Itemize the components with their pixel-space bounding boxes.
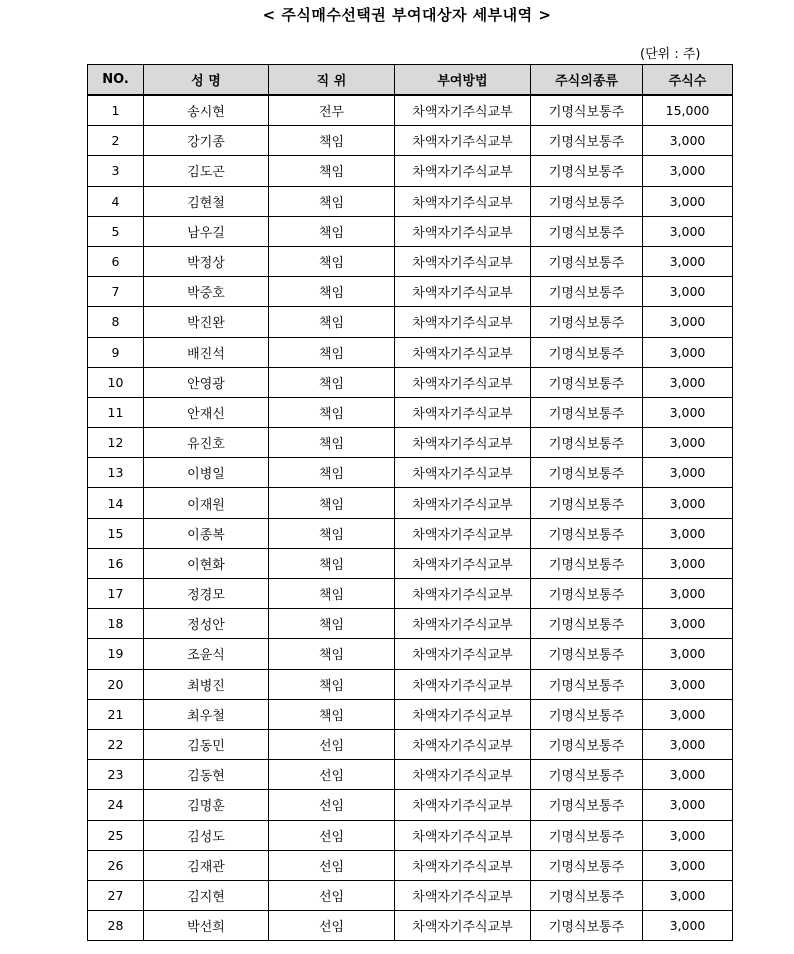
cell-position: 책임 xyxy=(269,458,395,488)
cell-no: 1 xyxy=(88,95,144,126)
cell-grant-method: 차액자기주식교부 xyxy=(395,458,531,488)
cell-share-count: 3,000 xyxy=(643,488,733,518)
cell-share-count: 3,000 xyxy=(643,760,733,790)
cell-name: 강기종 xyxy=(144,126,269,156)
cell-name: 조윤식 xyxy=(144,639,269,669)
cell-grant-method: 차액자기주식교부 xyxy=(395,246,531,276)
table-row xyxy=(88,458,733,488)
page-title: < 주식매수선택권 부여대상자 세부내역 > xyxy=(262,6,552,24)
cell-no: 9 xyxy=(88,337,144,367)
cell-name: 이현화 xyxy=(144,548,269,578)
cell-name: 안영광 xyxy=(144,367,269,397)
table-header xyxy=(88,65,733,96)
cell-position: 책임 xyxy=(269,367,395,397)
cell-share-type: 기명식보통주 xyxy=(531,337,643,367)
cell-name: 김재관 xyxy=(144,850,269,880)
cell-position: 전무 xyxy=(269,95,395,126)
table-row xyxy=(88,609,733,639)
cell-share-type: 기명식보통주 xyxy=(531,760,643,790)
header-position: 직 위 xyxy=(269,65,395,96)
cell-share-count: 3,000 xyxy=(643,850,733,880)
cell-position: 선임 xyxy=(269,820,395,850)
cell-share-count: 3,000 xyxy=(643,639,733,669)
header-name: 성 명 xyxy=(144,65,269,96)
cell-name: 최우철 xyxy=(144,699,269,729)
table-row xyxy=(88,639,733,669)
cell-no: 2 xyxy=(88,126,144,156)
cell-name: 김성도 xyxy=(144,820,269,850)
cell-position: 책임 xyxy=(269,246,395,276)
cell-name: 김동현 xyxy=(144,760,269,790)
cell-grant-method: 차액자기주식교부 xyxy=(395,488,531,518)
cell-share-type: 기명식보통주 xyxy=(531,397,643,427)
cell-share-type: 기명식보통주 xyxy=(531,880,643,910)
cell-no: 19 xyxy=(88,639,144,669)
cell-share-count: 3,000 xyxy=(643,669,733,699)
cell-share-count: 3,000 xyxy=(643,216,733,246)
cell-share-count: 3,000 xyxy=(643,820,733,850)
table-row xyxy=(88,126,733,156)
cell-grant-method: 차액자기주식교부 xyxy=(395,729,531,759)
cell-grant-method: 차액자기주식교부 xyxy=(395,216,531,246)
table-row xyxy=(88,95,733,126)
cell-position: 책임 xyxy=(269,639,395,669)
cell-name: 박중호 xyxy=(144,277,269,307)
cell-share-count: 3,000 xyxy=(643,367,733,397)
cell-position: 책임 xyxy=(269,488,395,518)
table-row xyxy=(88,307,733,337)
cell-share-type: 기명식보통주 xyxy=(531,699,643,729)
cell-name: 이종복 xyxy=(144,518,269,548)
table-row xyxy=(88,820,733,850)
cell-share-count: 3,000 xyxy=(643,126,733,156)
cell-no: 25 xyxy=(88,820,144,850)
cell-share-count: 3,000 xyxy=(643,307,733,337)
cell-grant-method: 차액자기주식교부 xyxy=(395,156,531,186)
cell-grant-method: 차액자기주식교부 xyxy=(395,95,531,126)
cell-share-count: 3,000 xyxy=(643,156,733,186)
cell-grant-method: 차액자기주식교부 xyxy=(395,579,531,609)
table-row xyxy=(88,156,733,186)
cell-grant-method: 차액자기주식교부 xyxy=(395,790,531,820)
cell-grant-method: 차액자기주식교부 xyxy=(395,428,531,458)
cell-no: 27 xyxy=(88,880,144,910)
cell-position: 책임 xyxy=(269,699,395,729)
cell-share-type: 기명식보통주 xyxy=(531,729,643,759)
cell-grant-method: 차액자기주식교부 xyxy=(395,609,531,639)
table-row xyxy=(88,277,733,307)
cell-name: 정경모 xyxy=(144,579,269,609)
cell-grant-method: 차액자기주식교부 xyxy=(395,880,531,910)
cell-name: 김도곤 xyxy=(144,156,269,186)
cell-no: 21 xyxy=(88,699,144,729)
table-row xyxy=(88,216,733,246)
cell-share-count: 3,000 xyxy=(643,337,733,367)
cell-share-type: 기명식보통주 xyxy=(531,186,643,216)
cell-no: 15 xyxy=(88,518,144,548)
cell-no: 10 xyxy=(88,367,144,397)
cell-name: 김현철 xyxy=(144,186,269,216)
cell-position: 책임 xyxy=(269,579,395,609)
cell-share-type: 기명식보통주 xyxy=(531,156,643,186)
table-row xyxy=(88,397,733,427)
cell-name: 박선희 xyxy=(144,911,269,941)
table-row xyxy=(88,367,733,397)
cell-grant-method: 차액자기주식교부 xyxy=(395,669,531,699)
cell-share-count: 3,000 xyxy=(643,609,733,639)
cell-share-count: 3,000 xyxy=(643,699,733,729)
cell-no: 24 xyxy=(88,790,144,820)
table-row xyxy=(88,488,733,518)
cell-share-type: 기명식보통주 xyxy=(531,669,643,699)
cell-position: 선임 xyxy=(269,880,395,910)
cell-no: 26 xyxy=(88,850,144,880)
cell-share-type: 기명식보통주 xyxy=(531,488,643,518)
cell-no: 11 xyxy=(88,397,144,427)
cell-position: 책임 xyxy=(269,216,395,246)
cell-position: 책임 xyxy=(269,518,395,548)
cell-grant-method: 차액자기주식교부 xyxy=(395,548,531,578)
cell-share-type: 기명식보통주 xyxy=(531,639,643,669)
cell-share-type: 기명식보통주 xyxy=(531,790,643,820)
table-row xyxy=(88,911,733,941)
cell-share-type: 기명식보통주 xyxy=(531,126,643,156)
cell-name: 박진완 xyxy=(144,307,269,337)
cell-share-count: 3,000 xyxy=(643,548,733,578)
cell-name: 최병진 xyxy=(144,669,269,699)
cell-no: 28 xyxy=(88,911,144,941)
cell-position: 책임 xyxy=(269,548,395,578)
cell-no: 23 xyxy=(88,760,144,790)
table-row xyxy=(88,790,733,820)
cell-grant-method: 차액자기주식교부 xyxy=(395,820,531,850)
cell-grant-method: 차액자기주식교부 xyxy=(395,277,531,307)
cell-share-type: 기명식보통주 xyxy=(531,609,643,639)
cell-no: 4 xyxy=(88,186,144,216)
cell-grant-method: 차액자기주식교부 xyxy=(395,911,531,941)
cell-share-count: 3,000 xyxy=(643,397,733,427)
cell-position: 선임 xyxy=(269,790,395,820)
cell-position: 책임 xyxy=(269,337,395,367)
cell-share-type: 기명식보통주 xyxy=(531,428,643,458)
cell-position: 책임 xyxy=(269,277,395,307)
cell-share-type: 기명식보통주 xyxy=(531,850,643,880)
cell-share-count: 3,000 xyxy=(643,277,733,307)
cell-grant-method: 차액자기주식교부 xyxy=(395,186,531,216)
cell-share-count: 3,000 xyxy=(643,729,733,759)
cell-position: 책임 xyxy=(269,609,395,639)
cell-share-count: 3,000 xyxy=(643,458,733,488)
cell-grant-method: 차액자기주식교부 xyxy=(395,397,531,427)
table-row xyxy=(88,548,733,578)
cell-share-type: 기명식보통주 xyxy=(531,548,643,578)
table-row xyxy=(88,669,733,699)
cell-share-count: 3,000 xyxy=(643,518,733,548)
cell-grant-method: 차액자기주식교부 xyxy=(395,367,531,397)
table-row xyxy=(88,699,733,729)
cell-name: 박정상 xyxy=(144,246,269,276)
cell-position: 책임 xyxy=(269,307,395,337)
header-share-count: 주식수 xyxy=(643,65,733,96)
cell-no: 18 xyxy=(88,609,144,639)
table-row xyxy=(88,880,733,910)
cell-position: 선임 xyxy=(269,729,395,759)
cell-share-count: 3,000 xyxy=(643,579,733,609)
cell-name: 김명훈 xyxy=(144,790,269,820)
table-row xyxy=(88,729,733,759)
cell-name: 김지현 xyxy=(144,880,269,910)
cell-grant-method: 차액자기주식교부 xyxy=(395,307,531,337)
header-share-type: 주식의종류 xyxy=(531,65,643,96)
cell-position: 책임 xyxy=(269,126,395,156)
cell-share-count: 3,000 xyxy=(643,790,733,820)
cell-position: 선임 xyxy=(269,911,395,941)
table-row xyxy=(88,246,733,276)
cell-share-count: 15,000 xyxy=(643,95,733,126)
cell-share-type: 기명식보통주 xyxy=(531,367,643,397)
cell-grant-method: 차액자기주식교부 xyxy=(395,850,531,880)
cell-share-type: 기명식보통주 xyxy=(531,246,643,276)
cell-position: 책임 xyxy=(269,428,395,458)
cell-share-type: 기명식보통주 xyxy=(531,277,643,307)
table-row xyxy=(88,760,733,790)
table-row xyxy=(88,850,733,880)
table-row xyxy=(88,518,733,548)
cell-grant-method: 차액자기주식교부 xyxy=(395,126,531,156)
cell-name: 남우길 xyxy=(144,216,269,246)
cell-no: 17 xyxy=(88,579,144,609)
cell-name: 이병일 xyxy=(144,458,269,488)
cell-name: 안재신 xyxy=(144,397,269,427)
cell-share-count: 3,000 xyxy=(643,428,733,458)
header-grant-method: 부여방법 xyxy=(395,65,531,96)
cell-grant-method: 차액자기주식교부 xyxy=(395,760,531,790)
cell-position: 선임 xyxy=(269,850,395,880)
cell-share-type: 기명식보통주 xyxy=(531,307,643,337)
cell-share-type: 기명식보통주 xyxy=(531,216,643,246)
cell-share-count: 3,000 xyxy=(643,911,733,941)
cell-share-type: 기명식보통주 xyxy=(531,911,643,941)
cell-name: 송시현 xyxy=(144,95,269,126)
header-row xyxy=(88,65,733,96)
cell-no: 16 xyxy=(88,548,144,578)
cell-name: 김동민 xyxy=(144,729,269,759)
cell-share-type: 기명식보통주 xyxy=(531,820,643,850)
header-no: NO. xyxy=(88,65,144,96)
cell-name: 정성안 xyxy=(144,609,269,639)
cell-share-count: 3,000 xyxy=(643,186,733,216)
cell-name: 유진호 xyxy=(144,428,269,458)
table-row xyxy=(88,579,733,609)
cell-grant-method: 차액자기주식교부 xyxy=(395,639,531,669)
cell-share-type: 기명식보통주 xyxy=(531,518,643,548)
cell-no: 7 xyxy=(88,277,144,307)
cell-no: 22 xyxy=(88,729,144,759)
cell-share-type: 기명식보통주 xyxy=(531,579,643,609)
cell-no: 8 xyxy=(88,307,144,337)
cell-share-type: 기명식보통주 xyxy=(531,95,643,126)
cell-position: 책임 xyxy=(269,186,395,216)
cell-position: 책임 xyxy=(269,156,395,186)
cell-no: 20 xyxy=(88,669,144,699)
table-row xyxy=(88,337,733,367)
table-body xyxy=(88,95,733,941)
cell-share-count: 3,000 xyxy=(643,880,733,910)
cell-no: 6 xyxy=(88,246,144,276)
cell-name: 이재원 xyxy=(144,488,269,518)
cell-position: 책임 xyxy=(269,669,395,699)
cell-no: 12 xyxy=(88,428,144,458)
cell-no: 5 xyxy=(88,216,144,246)
cell-grant-method: 차액자기주식교부 xyxy=(395,699,531,729)
grant-details-table xyxy=(87,64,733,941)
cell-grant-method: 차액자기주식교부 xyxy=(395,518,531,548)
cell-share-count: 3,000 xyxy=(643,246,733,276)
cell-name: 배진석 xyxy=(144,337,269,367)
cell-position: 선임 xyxy=(269,760,395,790)
unit-label: (단위 : 주) xyxy=(640,47,701,62)
table-row xyxy=(88,186,733,216)
cell-no: 14 xyxy=(88,488,144,518)
cell-no: 13 xyxy=(88,458,144,488)
cell-position: 책임 xyxy=(269,397,395,427)
cell-no: 3 xyxy=(88,156,144,186)
cell-share-type: 기명식보통주 xyxy=(531,458,643,488)
cell-grant-method: 차액자기주식교부 xyxy=(395,337,531,367)
table-row xyxy=(88,428,733,458)
